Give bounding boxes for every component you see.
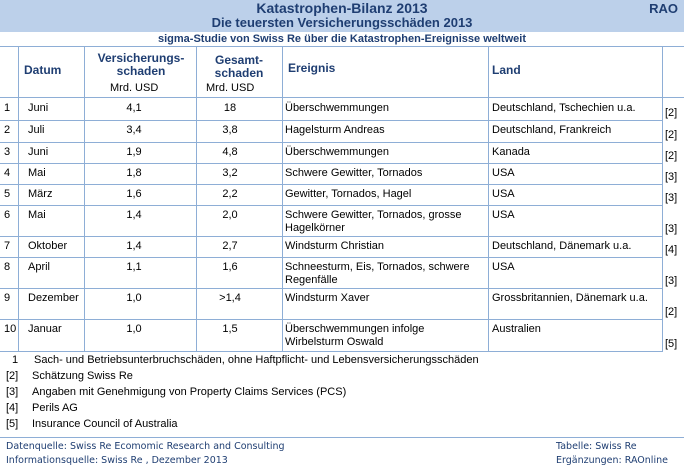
row-versicherungsschaden: 1,0 [126, 323, 142, 335]
footnote-text: Sach- und Betriebsunterbruchschäden, ohne Haftpflicht- und Lebensversicherungsschäden [34, 354, 479, 366]
row-datum: Juli [28, 124, 45, 136]
grid-vline [282, 47, 283, 352]
row-ereignis: Überschwemmungen [285, 102, 389, 114]
row-divider [0, 288, 662, 289]
row-divider [0, 236, 662, 237]
col-header-ereignis: Ereignis [288, 61, 336, 75]
footnote-text: Insurance Council of Australia [32, 418, 178, 430]
row-versicherungsschaden: 1,4 [126, 240, 142, 252]
footer-divider [0, 437, 684, 438]
row-divider [0, 184, 662, 185]
footnote-mark: [4] [6, 402, 19, 414]
col-header-land: Land [492, 63, 521, 77]
row-number: 7 [4, 240, 11, 252]
brand-logo: RAO [649, 1, 678, 16]
row-land: Australien [492, 323, 541, 335]
row-versicherungsschaden: 1,6 [126, 188, 142, 200]
row-datum: Januar [28, 323, 62, 335]
row-divider [0, 319, 662, 320]
row-land: Deutschland, Frankreich [492, 124, 612, 136]
row-number: 5 [4, 188, 11, 200]
row-divider [0, 120, 662, 121]
footnote-text: Schätzung Swiss Re [32, 370, 133, 382]
row-land: USA [492, 209, 515, 221]
row-versicherungsschaden: 1,1 [126, 261, 142, 273]
row-ereignis: Schneesturm, Eis, Tornados, schwere [285, 261, 470, 273]
row-gesamtschaden: >1,4 [219, 292, 241, 304]
row-number: 9 [4, 292, 11, 304]
row-gesamtschaden: 2,7 [222, 240, 238, 252]
row-reference: [3] [665, 275, 678, 287]
footnote-text: Perils AG [32, 402, 78, 414]
row-reference: [2] [665, 107, 678, 119]
header-divider [0, 97, 684, 98]
row-gesamtschaden: 2,0 [222, 209, 238, 221]
row-divider [0, 142, 662, 143]
row-versicherungsschaden: 3,4 [126, 124, 142, 136]
col-header-versicherung-1: Versicherungs- [97, 51, 185, 65]
row-land: USA [492, 167, 515, 179]
row-number: 4 [4, 167, 11, 179]
row-number: 6 [4, 209, 11, 221]
row-datum: Juni [28, 146, 49, 158]
row-number: 10 [4, 323, 17, 335]
row-gesamtschaden: 4,8 [222, 146, 238, 158]
row-number: 3 [4, 146, 11, 158]
row-ereignis: Hagelsturm Andreas [285, 124, 385, 136]
row-gesamtschaden: 18 [223, 102, 237, 114]
row-ereignis: Windsturm Christian [285, 240, 385, 252]
row-land: Grossbritannien, Dänemark u.a. [492, 292, 648, 304]
unit-gesamt: Mrd. USD [206, 82, 255, 94]
row-datum: März [28, 188, 53, 200]
footnote-mark: [5] [6, 418, 19, 430]
row-land: Deutschland, Dänemark u.a. [492, 240, 632, 252]
row-divider [0, 163, 662, 164]
row-reference: [3] [665, 192, 678, 204]
col-header-versicherung-2: schaden [116, 64, 166, 78]
row-land: Deutschland, Tschechien u.a. [492, 102, 636, 114]
row-reference: [2] [665, 150, 678, 162]
row-gesamtschaden: 1,5 [222, 323, 238, 335]
row-datum: Dezember [28, 292, 79, 304]
page-subtitle: Die teuersten Versicherungsschäden 2013 [211, 15, 473, 30]
footnote-mark: [2] [6, 370, 19, 382]
grid-vline [18, 47, 19, 352]
row-versicherungsschaden: 1,4 [126, 209, 142, 221]
row-versicherungsschaden: 1,8 [126, 167, 142, 179]
footnote-mark: [3] [6, 386, 19, 398]
row-ereignis-line2: Hagelkörner [285, 222, 345, 234]
row-ereignis: Windsturm Xaver [285, 292, 370, 304]
row-ereignis: Überschwemmungen [285, 146, 389, 158]
row-land: USA [492, 261, 515, 273]
row-number: 1 [4, 102, 11, 114]
footer-ergaenzungen: Ergänzungen: RAOnline [556, 455, 668, 466]
row-number: 8 [4, 261, 11, 273]
footer-datenquelle: Datenquelle: Swiss Re Ecomomic Research and Consulting [6, 441, 285, 452]
row-gesamtschaden: 3,2 [222, 167, 238, 179]
row-versicherungsschaden: 4,1 [126, 102, 142, 114]
row-datum: Oktober [28, 240, 68, 252]
grid-vline [662, 47, 663, 352]
row-land: USA [492, 188, 515, 200]
row-datum: April [28, 261, 51, 273]
footnote-text: Angaben mit Genehmigung von Property Claims Services (PCS) [32, 386, 347, 398]
row-ereignis: Gewitter, Tornados, Hagel [285, 188, 412, 200]
col-header-gesamt-1: Gesamt- [214, 53, 264, 67]
row-land: Kanada [492, 146, 530, 158]
row-gesamtschaden: 1,6 [222, 261, 238, 273]
row-ereignis: Schwere Gewitter, Tornados [285, 167, 423, 179]
grid-vline [488, 47, 489, 352]
unit-versicherung: Mrd. USD [110, 82, 159, 94]
row-reference: [3] [665, 171, 678, 183]
row-divider [0, 257, 662, 258]
row-reference: [3] [665, 223, 678, 235]
study-line: sigma-Studie von Swiss Re über die Katastrophen-Ereignisse weltweit [0, 32, 684, 47]
row-datum: Mai [28, 209, 46, 221]
col-header-gesamt-2: schaden [214, 66, 264, 80]
row-gesamtschaden: 2,2 [222, 188, 238, 200]
row-versicherungsschaden: 1,0 [126, 292, 142, 304]
row-reference: [2] [665, 129, 678, 141]
row-reference: [5] [665, 338, 678, 350]
row-datum: Mai [28, 167, 46, 179]
row-ereignis: Überschwemmungen infolge [285, 323, 425, 335]
footer-informationsquelle: Informationsquelle: Swiss Re , Dezember 2013 [6, 455, 228, 466]
row-ereignis-line2: Regenfälle [285, 274, 338, 286]
row-ereignis: Schwere Gewitter, Tornados, grosse [285, 209, 462, 221]
row-divider [0, 205, 662, 206]
row-number: 2 [4, 124, 11, 136]
row-reference: [4] [665, 244, 678, 256]
footnote-mark: 1 [12, 354, 19, 366]
page-title: Katastrophen-Bilanz 2013 [256, 0, 428, 16]
row-divider [0, 351, 662, 352]
row-ereignis-line2: Wirbelsturm Oswald [285, 336, 384, 348]
row-reference: [2] [665, 306, 678, 318]
row-gesamtschaden: 3,8 [222, 124, 238, 136]
row-datum: Juni [28, 102, 49, 114]
footer-tabelle: Tabelle: Swiss Re [556, 441, 637, 452]
col-header-datum: Datum [24, 63, 62, 77]
row-versicherungsschaden: 1,9 [126, 146, 142, 158]
